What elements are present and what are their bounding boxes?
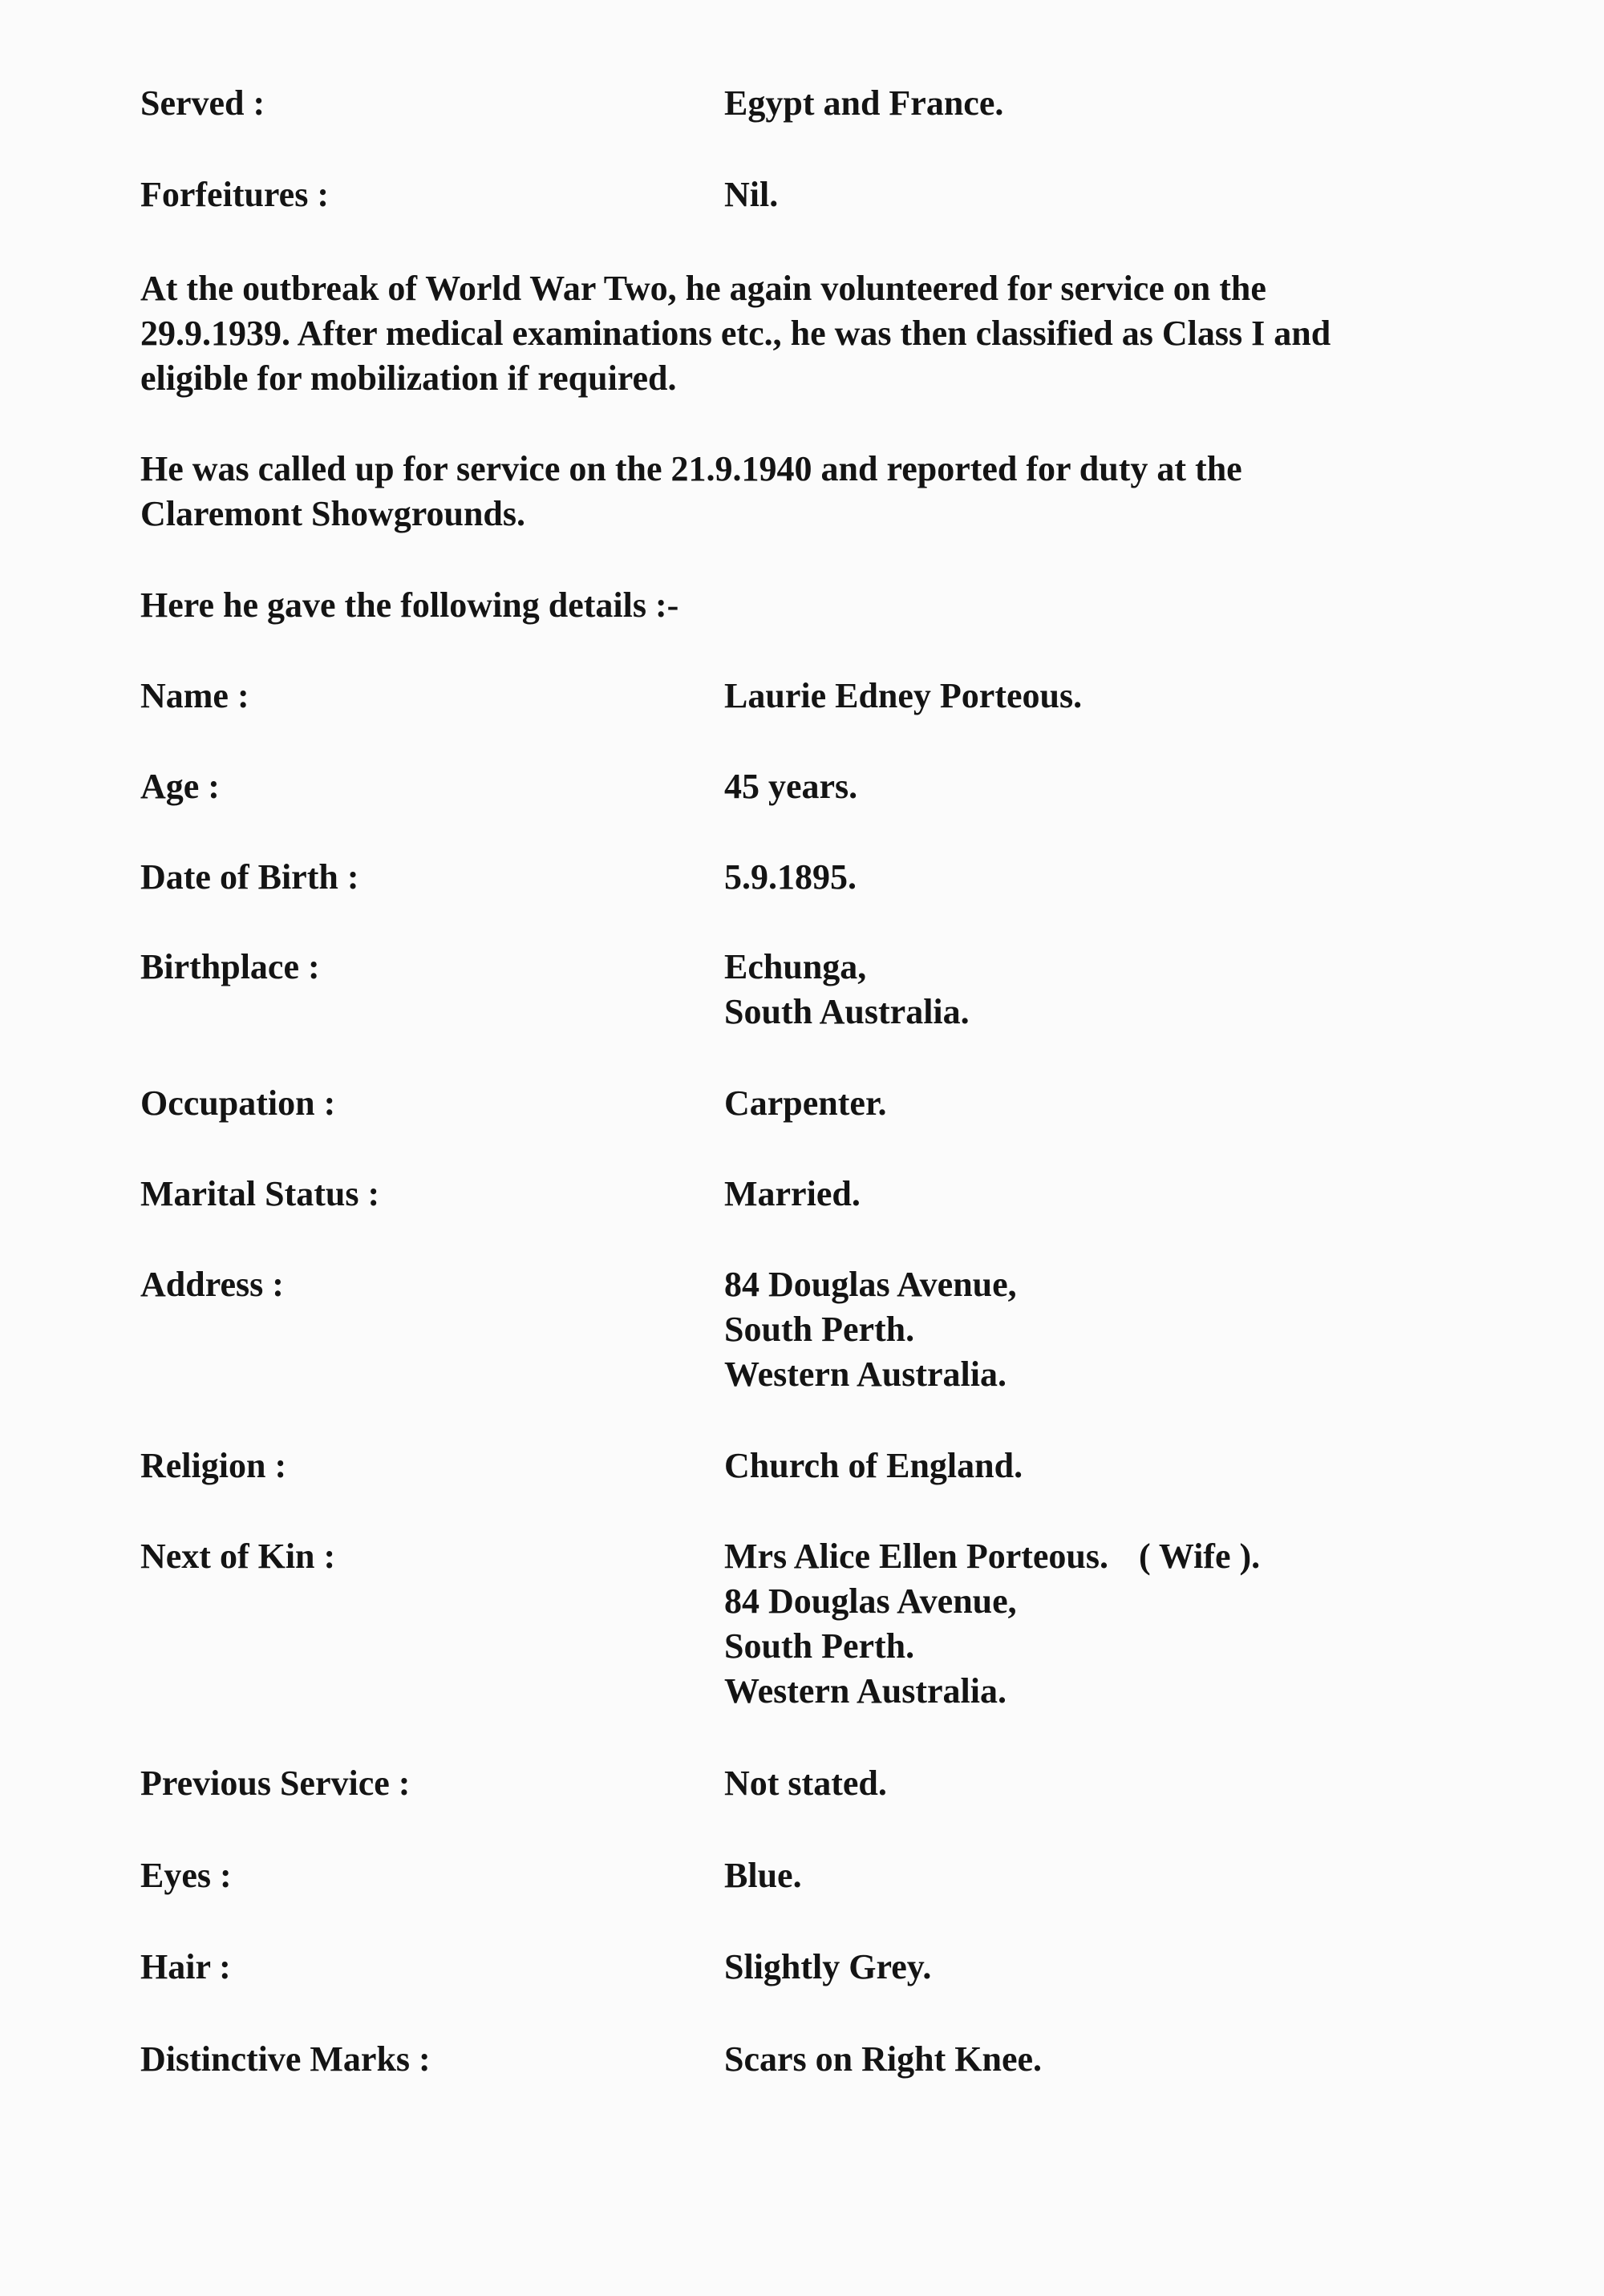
field-value — [724, 1262, 1017, 1397]
paragraph-outbreak — [140, 266, 1472, 401]
field-value-line: Laurie Edney Porteous. — [724, 676, 1083, 715]
field-label: Marital Status : — [140, 1174, 380, 1213]
paragraph-line: 29.9.1939. After medical examinations etc., he was then classified as Class I and — [140, 314, 1331, 353]
field-value — [724, 1081, 886, 1126]
field-value — [724, 81, 1003, 126]
paragraph-line: At the outbreak of World War Two, he again volunteered for service on the — [140, 269, 1266, 308]
field-value — [724, 674, 1082, 719]
field-value-line: Scars on Right Knee. — [724, 2039, 1042, 2079]
field-value — [724, 172, 778, 217]
paragraph-line: Here he gave the following details :- — [140, 585, 679, 625]
field-value-line: South Australia. — [724, 992, 970, 1031]
field-label: Address : — [140, 1265, 284, 1304]
field-value-line: Western Australia. — [724, 1355, 1007, 1394]
field-value — [724, 1761, 887, 1806]
paragraph-line: Claremont Showgrounds. — [140, 494, 526, 533]
field-label: Name : — [140, 676, 249, 715]
field-label: Birthplace : — [140, 947, 320, 986]
next-of-kin-name: Mrs Alice Ellen Porteous. — [724, 1537, 1109, 1576]
field-label: Date of Birth : — [140, 857, 359, 897]
paragraph-called-up — [140, 447, 1472, 537]
field-value-line: 84 Douglas Avenue, — [724, 1581, 1017, 1621]
paragraph-line: eligible for mobilization if required. — [140, 358, 677, 398]
field-value — [724, 1172, 861, 1217]
field-label: Next of Kin : — [140, 1537, 336, 1576]
field-value-line: Blue. — [724, 1856, 802, 1895]
field-value — [724, 1534, 1260, 1714]
field-value-line: Carpenter. — [724, 1083, 887, 1123]
field-value-line — [724, 1534, 1260, 1579]
field-value — [724, 855, 857, 900]
field-value — [724, 1444, 1023, 1488]
field-label: Age : — [140, 767, 220, 806]
field-label: Distinctive Marks : — [140, 2039, 431, 2079]
field-value-line: Nil. — [724, 175, 779, 214]
field-value — [724, 2037, 1042, 2082]
field-label: Occupation : — [140, 1083, 336, 1123]
next-of-kin-relation: ( Wife ). — [1139, 1537, 1261, 1576]
field-value-line: 5.9.1895. — [724, 857, 857, 897]
field-label: Hair : — [140, 1947, 231, 1986]
field-value-line: Slightly Grey. — [724, 1947, 932, 1986]
field-value-line: 45 years. — [724, 767, 858, 806]
paragraph-line: He was called up for service on the 21.9.1940 and reported for duty at the — [140, 449, 1242, 488]
field-label: Served : — [140, 83, 265, 123]
field-value-line: South Perth. — [724, 1310, 915, 1349]
field-value-line: Married. — [724, 1174, 861, 1213]
field-label: Previous Service : — [140, 1764, 411, 1803]
paragraph-details-intro — [140, 583, 1472, 628]
field-value — [724, 945, 970, 1035]
field-value-line: 84 Douglas Avenue, — [724, 1265, 1017, 1304]
field-value-line: Church of England. — [724, 1446, 1023, 1485]
field-value-line: Egypt and France. — [724, 83, 1004, 123]
field-value-line: Echunga, — [724, 947, 867, 986]
field-value-line: South Perth. — [724, 1626, 915, 1666]
field-label: Eyes : — [140, 1856, 232, 1895]
field-value-line: Not stated. — [724, 1764, 887, 1803]
field-value — [724, 1945, 931, 1990]
field-label: Religion : — [140, 1446, 287, 1485]
field-label: Forfeitures : — [140, 175, 329, 214]
field-value — [724, 764, 857, 809]
field-value — [724, 1853, 802, 1898]
field-value-line: Western Australia. — [724, 1671, 1007, 1711]
